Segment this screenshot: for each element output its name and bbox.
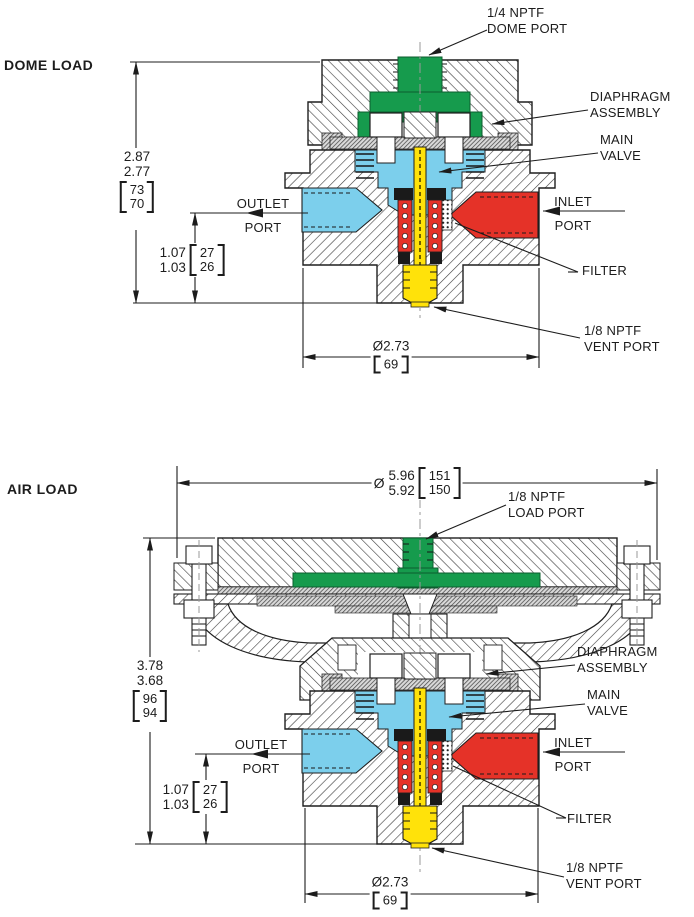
dome-inlet-label: INLET PORT (554, 194, 592, 233)
dome-filter-label: FILTER (582, 263, 628, 278)
air-inlet-label: INLET PORT (554, 735, 592, 774)
dome-height-dimension: 2.87 2.77 73 70 (118, 148, 156, 214)
diaphragm-plate (293, 573, 540, 587)
dome-outlet-label: OUTLET PORT (236, 196, 290, 235)
air-filter-label: FILTER (567, 811, 613, 826)
air-diameter-dimension: Ø 5.96 5.92 151 150 (372, 466, 463, 500)
air-outlet-height-dimension: 1.07 1.03 27 26 (161, 780, 230, 814)
dome-diaphragm-label: DIAPHRAGM ASSEMBLY (590, 89, 671, 120)
air-diaphragm-label: DIAPHRAGM ASSEMBLY (577, 644, 658, 675)
dome-width-dimension: Ø2.73 69 (371, 338, 412, 375)
air-load-port-label: 1/8 NPTF LOAD PORT (508, 489, 585, 520)
air-width-dimension: Ø2.73 69 (370, 874, 411, 911)
dome-main-valve-label: MAIN VALVE (600, 132, 641, 163)
dome-vent-label: 1/8 NPTF VENT PORT (584, 323, 660, 354)
air-outlet-label: OUTLET PORT (234, 737, 288, 776)
air-main-valve-label: MAIN VALVE (587, 687, 628, 718)
air-vent-label: 1/8 NPTF VENT PORT (566, 860, 642, 891)
load-port-shape (403, 538, 433, 572)
air-load-title: AIR LOAD (7, 481, 78, 497)
dome-port-label: 1/4 NPTF DOME PORT (487, 5, 568, 36)
dome-load-title: DOME LOAD (4, 57, 94, 73)
dome-outlet-height-dimension: 1.07 1.03 27 26 (158, 243, 227, 277)
air-load-diagram (135, 466, 660, 903)
air-height-dimension: 3.78 3.68 96 94 (131, 657, 169, 723)
